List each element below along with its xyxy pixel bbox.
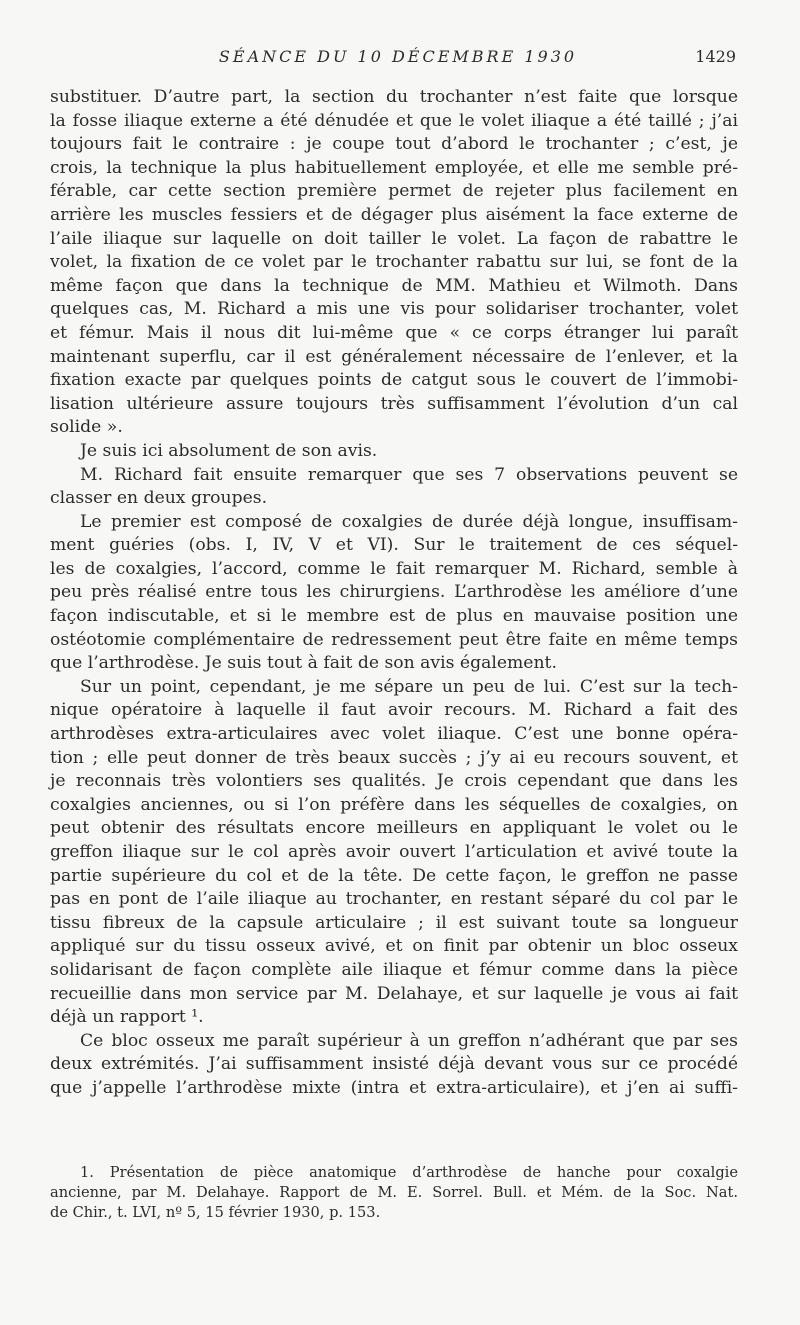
text-line: arthrodèses extra-articulaires avec volet iliaque. C’est une bonne opéra- xyxy=(50,724,738,745)
text-line: Ce bloc osseux me paraît supérieur à un greffon n’adhérant que par ses xyxy=(80,1030,738,1051)
text-line: quelques cas, M. Richard a mis une vis pour solidariser trochanter, volet xyxy=(50,299,738,320)
text-line: façon indiscutable, et si le membre est de plus en mauvaise position une xyxy=(50,606,738,627)
text-line: tion ; elle peut donner de très beaux succès ; j’y ai eu recours souvent, et xyxy=(50,747,738,768)
text-line: crois, la technique la plus habituellement employée, et elle me semble pré- xyxy=(50,157,738,178)
text-line: peu près réalisé entre tous les chirurgiens. L’arthrodèse les améliore d’une xyxy=(50,582,738,603)
text-line: déjà un rapport ¹. xyxy=(50,1007,204,1028)
text-line: l’aile iliaque sur laquelle on doit tailler le volet. La façon de rabattre le xyxy=(50,228,738,249)
text-line: la fosse iliaque externe a été dénudée et que le volet iliaque a été taillé ; j’ai xyxy=(50,110,738,131)
text-line: même façon que dans la technique de MM. Mathieu et Wilmoth. Dans xyxy=(50,275,738,296)
footnotes xyxy=(50,1163,738,1223)
body-text xyxy=(50,86,738,1101)
text-line: je reconnais très volontiers ses qualités. Je crois cependant que dans les xyxy=(50,771,738,792)
text-line: greffon iliaque sur le col après avoir ouvert l’articulation et avivé toute la xyxy=(50,842,738,862)
text-line: ostéotomie complémentaire de redressement peut être faite en même temps xyxy=(50,629,738,650)
text-line: Je suis ici absolument de son avis. xyxy=(80,440,378,461)
text-line: arrière les muscles fessiers et de dégager plus aisément la face externe de xyxy=(50,204,738,225)
text-line: fixation exacte par quelques points de catgut sous le couvert de l’immobi- xyxy=(50,370,738,391)
text-line: Sur un point, cependant, je me sépare un peu de lui. C’est sur la tech- xyxy=(80,676,738,697)
text-line: et fémur. Mais il nous dit lui-même que « ce corps étranger lui paraît xyxy=(50,322,738,343)
footnote-line: ancienne, par M. Delahaye. Rapport de M. E. Sorrel. Bull. et Mém. de la Soc. Nat. xyxy=(50,1184,738,1201)
text-line: substituer. D’autre part, la section du trochanter n’est faite que lorsque xyxy=(50,87,738,107)
footnote-line: 1. Présentation de pièce anatomique d’arthrodèse de hanche pour coxalgie xyxy=(80,1164,738,1181)
text-line: férable, car cette section première permet de rejeter plus facilement en xyxy=(50,181,738,202)
text-line: coxalgies anciennes, ou si l’on préfère dans les séquelles de coxalgies, on xyxy=(50,794,738,815)
text-line: maintenant superflu, car il est généralement nécessaire de l’enlever, et la xyxy=(50,346,738,367)
text-line: solide ». xyxy=(50,417,123,438)
text-line: solidarisant de façon complète aile iliaque et fémur comme dans la pièce xyxy=(50,959,738,980)
text-line: que l’arthrodèse. Je suis tout à fait de son avis également. xyxy=(50,653,557,674)
text-line: ment guéries (obs. I, IV, V et VI). Sur le traitement de ces séquel- xyxy=(50,535,738,556)
text-line: lisation ultérieure assure toujours très suffisamment l’évolution d’un cal xyxy=(50,393,738,414)
text-line: classer en deux groupes. xyxy=(50,488,268,509)
text-line: volet, la fixation de ce volet par le trochanter rabattu sur lui, se font de la xyxy=(50,252,738,273)
text-line: partie supérieure du col et de la tête. De cette façon, le greffon ne passe xyxy=(50,865,738,886)
running-title: SÉANCE DU 10 DÉCEMBRE 1930 xyxy=(218,47,578,66)
text-line: recueillie dans mon service par M. Delahaye, et sur laquelle je vous ai fait xyxy=(50,983,738,1004)
text-line: tissu fibreux de la capsule articulaire ; il est suivant toute sa longueur xyxy=(50,912,738,933)
text-line: les de coxalgies, l’accord, comme le fait remarquer M. Richard, semble à xyxy=(50,558,738,579)
text-line: appliqué sur du tissu osseux avivé, et on finit par obtenir un bloc osseux xyxy=(50,936,738,957)
running-head xyxy=(50,44,746,70)
text-line: toujours fait le contraire : je coupe tout d’abord le trochanter ; c’est, je xyxy=(50,134,738,155)
text-line: Le premier est composé de coxalgies de durée déjà longue, insuffisam- xyxy=(80,511,738,532)
text-line: deux extrémités. J’ai suffisamment insisté déjà devant vous sur ce procédé xyxy=(50,1054,738,1075)
text-line: pas en pont de l’aile iliaque au trochanter, en restant séparé du col par le xyxy=(50,889,738,910)
text-line: nique opératoire à laquelle il faut avoir recours. M. Richard a fait des xyxy=(50,700,738,721)
footnote-line: de Chir., t. LVI, nº 5, 15 février 1930, p. 153. xyxy=(50,1204,381,1221)
page-number: 1429 xyxy=(695,47,736,66)
text-line: peut obtenir des résultats encore meilleurs en appliquant le volet ou le xyxy=(50,818,738,839)
text-line: que j’appelle l’arthrodèse mixte (intra et extra-articulaire), et j’en ai suffi- xyxy=(50,1077,738,1098)
text-line: M. Richard fait ensuite remarquer que ses 7 observations peuvent se xyxy=(80,464,738,485)
